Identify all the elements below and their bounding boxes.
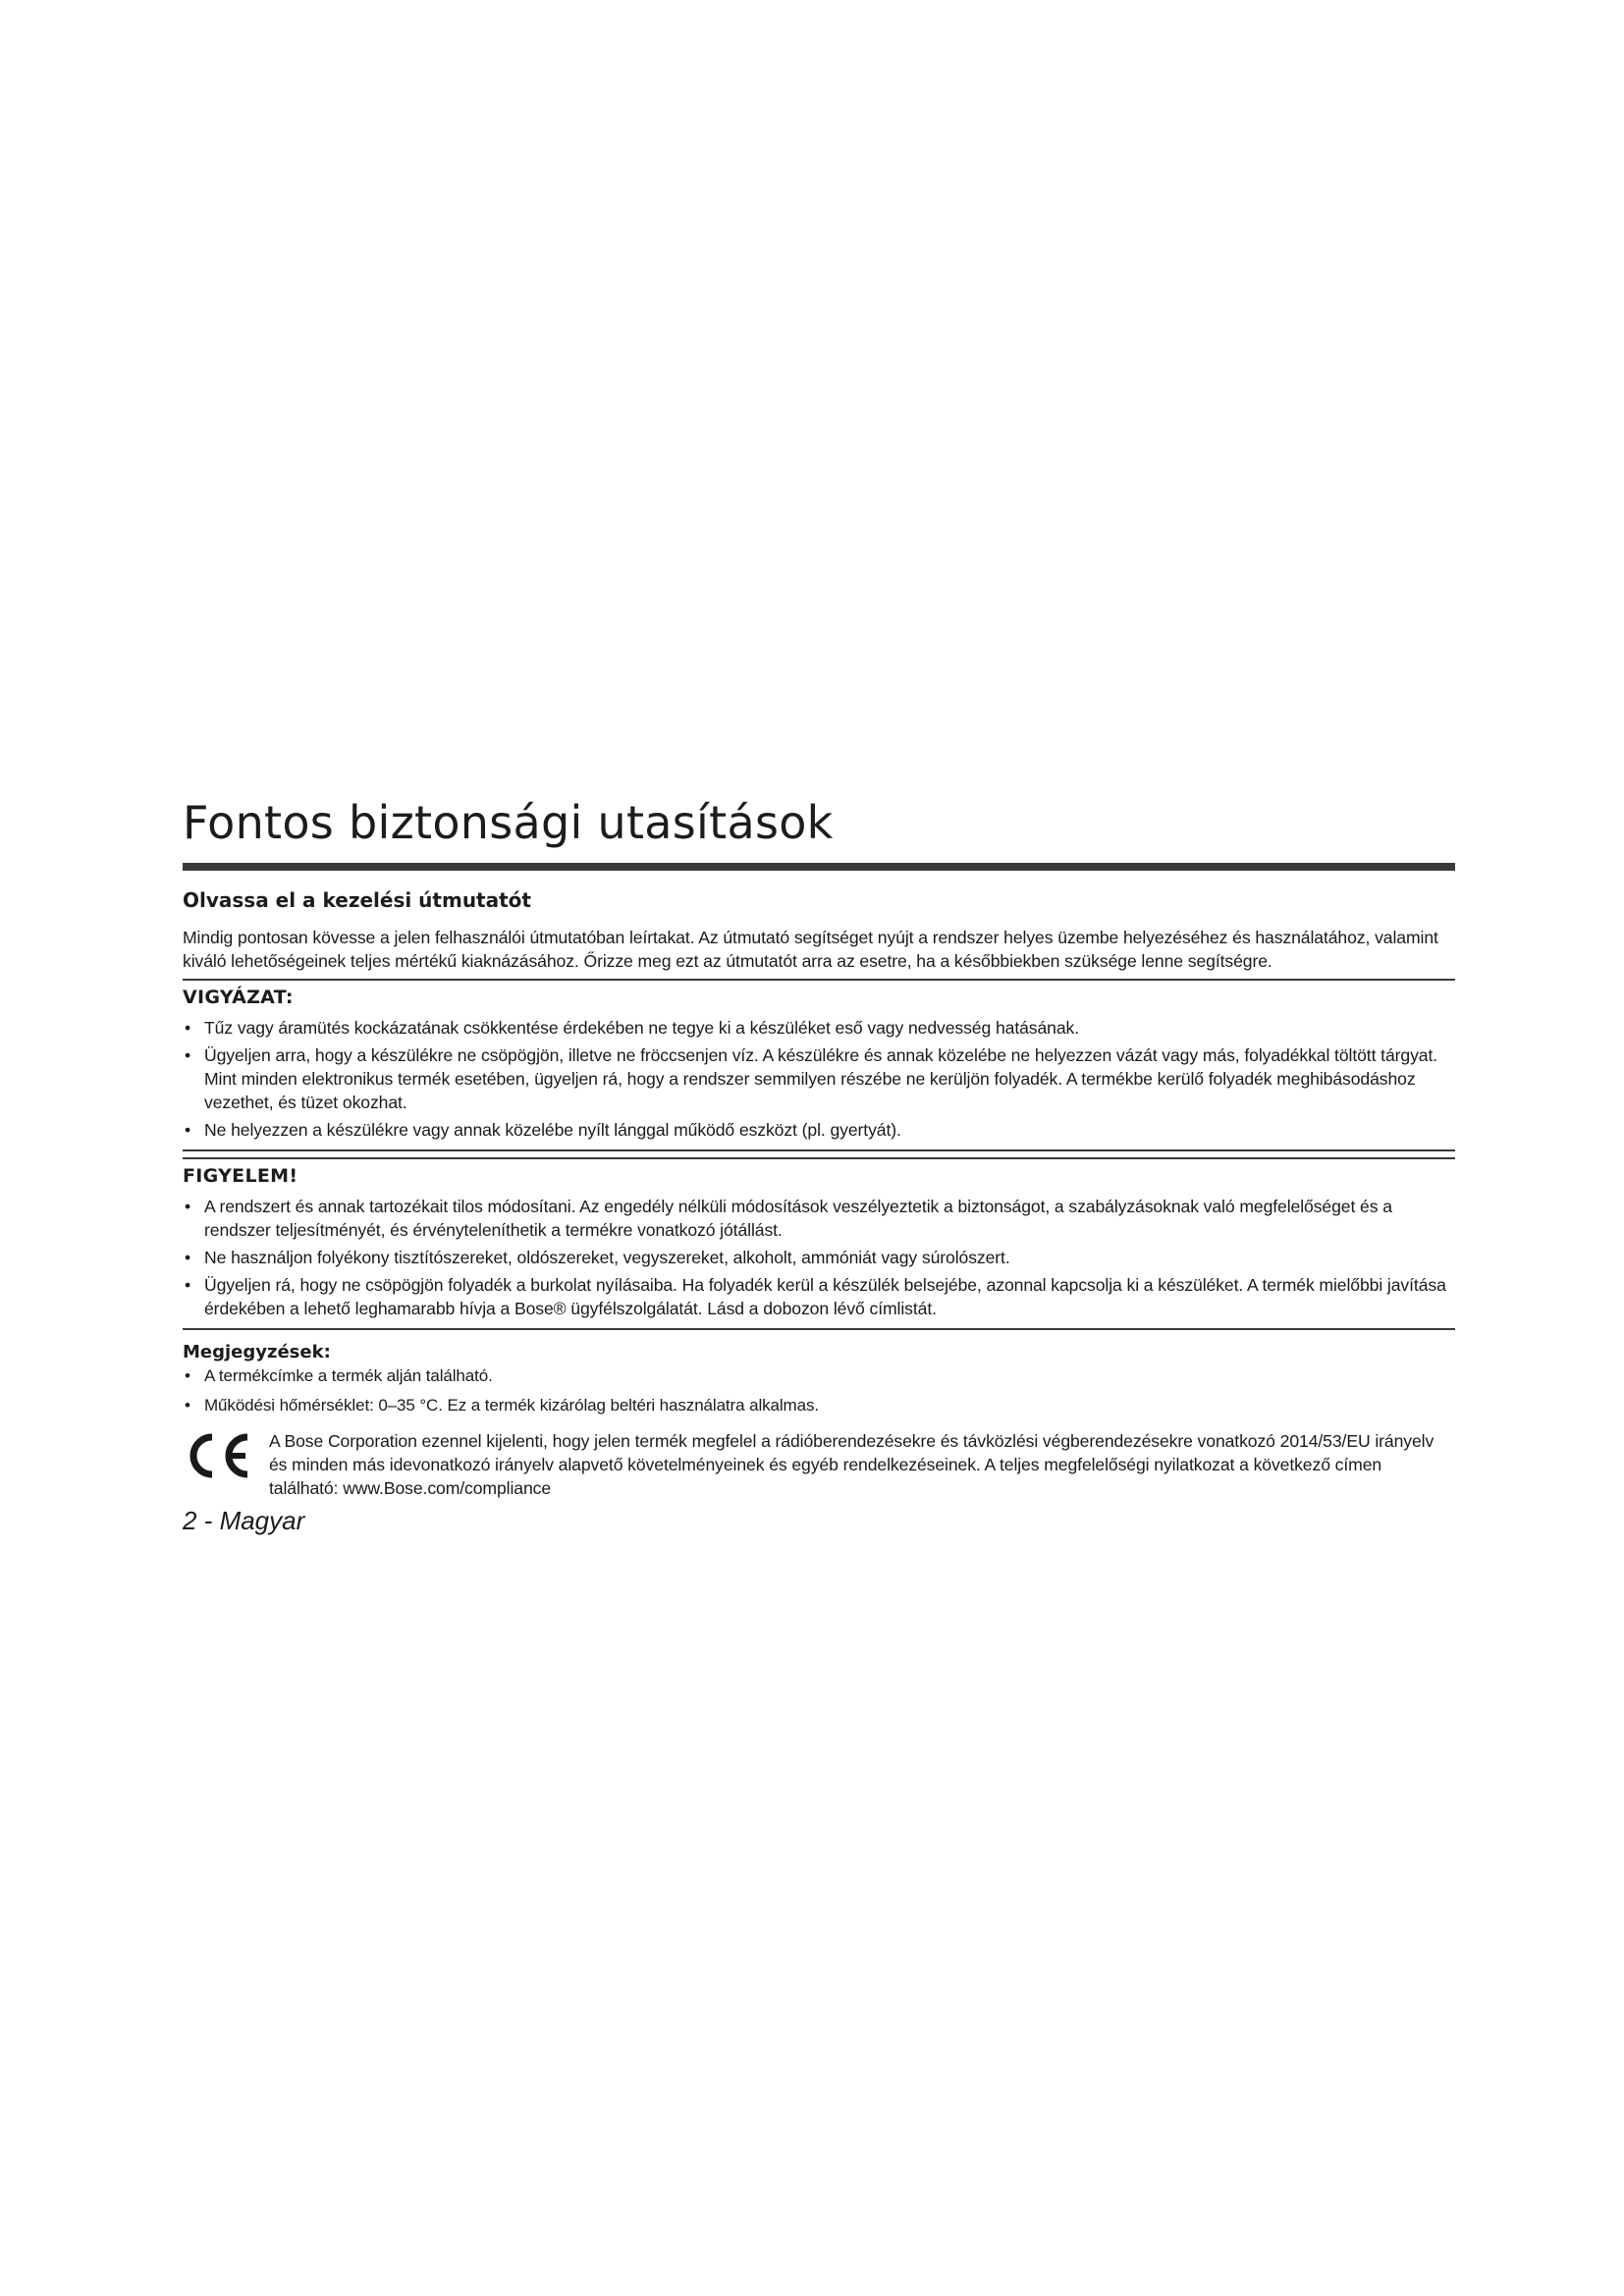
section-divider: [183, 1157, 1455, 1159]
bullet-glyph: •: [185, 1275, 191, 1295]
read-manual-text: Mindig pontosan kövesse a jelen felhasználói útmutatóban leírtakat. Az útmutató segítséget nyújt a rendszer helyes üzembe helyezéséhez és használatához, valamint kiváló lehetőségeinek teljes mértékű kiaknázásához. Őrizze meg ezt az útmutatót arra az esetre, ha a későbbiekben szüksége lenne segítségre.: [183, 928, 1438, 971]
caution-heading: FIGYELEM!: [183, 1165, 298, 1187]
list-item: • A termékcímke a termék alján található.: [183, 1364, 1455, 1388]
bullet-glyph: •: [185, 1396, 190, 1415]
list-item: • Ne helyezzen a készülékre vagy annak közelébe nyílt lánggal működő eszközt (pl. gyertyát).: [185, 1120, 901, 1140]
warning-list: [183, 1016, 1455, 1142]
section-divider: [183, 979, 1455, 981]
section-divider: [183, 1149, 1455, 1151]
bullet-glyph: •: [185, 1366, 190, 1385]
list-item: • Működési hőmérséklet: 0–35 °C. Ez a termék kizárólag beltéri használatra alkalmas.: [183, 1394, 1455, 1417]
notes-heading: Megjegyzések:: [183, 1342, 331, 1362]
bullet-glyph: •: [185, 1120, 191, 1140]
read-manual-heading: Olvassa el a kezelési útmutatót: [183, 888, 531, 912]
list-item: • Ügyeljen rá, hogy ne csöpögjön folyadék a burkolat nyílásaiba. Ha folyadék kerül a készülék belsejébe, azonnal kapcsolja ki a készüléket. A termék mielőbbi javítása érdekében a lehető leghamarabb hívja a Bose® ügyfélszolgálatát. Lásd a dobozon lévő címlistát.: [185, 1275, 1446, 1318]
list-item: • Ne használjon folyékony tisztítószereket, oldószereket, vegyszereket, alkoholt, ammóniát vagy súrolószert.: [185, 1248, 1010, 1267]
page-footer: 2 - Magyar: [183, 1506, 305, 1535]
list-item: • Ügyeljen arra, hogy a készülékre ne csöpögjön, illetve ne fröccsenjen víz. A készülékre és annak közelébe ne helyezzen vázát vagy más, folyadékkal töltött tárgyat. Mint minden elektronikus termék esetében, ügyeljen rá, hogy a rendszer semmilyen részébe ne kerüljön folyadék. A termékbe kerülő folyadék meghibásodáshoz vezethet, és tüzet okozhat.: [185, 1045, 1438, 1112]
bullet-glyph: •: [185, 1197, 191, 1216]
bullet-glyph: •: [185, 1045, 191, 1065]
page-title: Fontos biztonsági utasítások: [183, 796, 834, 849]
bullet-glyph: •: [185, 1018, 191, 1038]
ce-declaration-text: A Bose Corporation ezennel kijelenti, hogy jelen termék megfelel a rádióberendezésekre és távközlési végberendezésekre vonatkozó 2014/53/EU irányelv és minden más idevonatkozó irányelv alapvető követelményeinek és egyéb rendelkezéseinek. A teljes megfelelőségi nyilatkozat a következő címen található: www.Bose.com/compliance: [269, 1431, 1435, 1498]
title-divider: [183, 863, 1455, 871]
safety-instructions-page: [183, 795, 1455, 1536]
caution-list: [183, 1195, 1455, 1320]
bullet-glyph: •: [185, 1248, 191, 1267]
list-item: • A rendszert és annak tartozékait tilos módosítani. Az engedély nélküli módosítások veszélyeztetik a biztonságot, a szabályzásoknak való megfelelőséget és a rendszer teljesítményét, és érvényteleníthetik a termékre vonatkozó jótállást.: [185, 1197, 1392, 1240]
list-item: • Tűz vagy áramütés kockázatának csökkentése érdekében ne tegye ki a készüléket eső vagy nedvesség hatásának.: [185, 1018, 1080, 1038]
ce-declaration: [183, 1429, 1455, 1500]
warning-heading: VIGYÁZAT:: [183, 987, 294, 1008]
section-divider: [183, 1328, 1455, 1330]
notes-list: [183, 1364, 1455, 1417]
ce-mark-icon: [183, 1431, 269, 1485]
